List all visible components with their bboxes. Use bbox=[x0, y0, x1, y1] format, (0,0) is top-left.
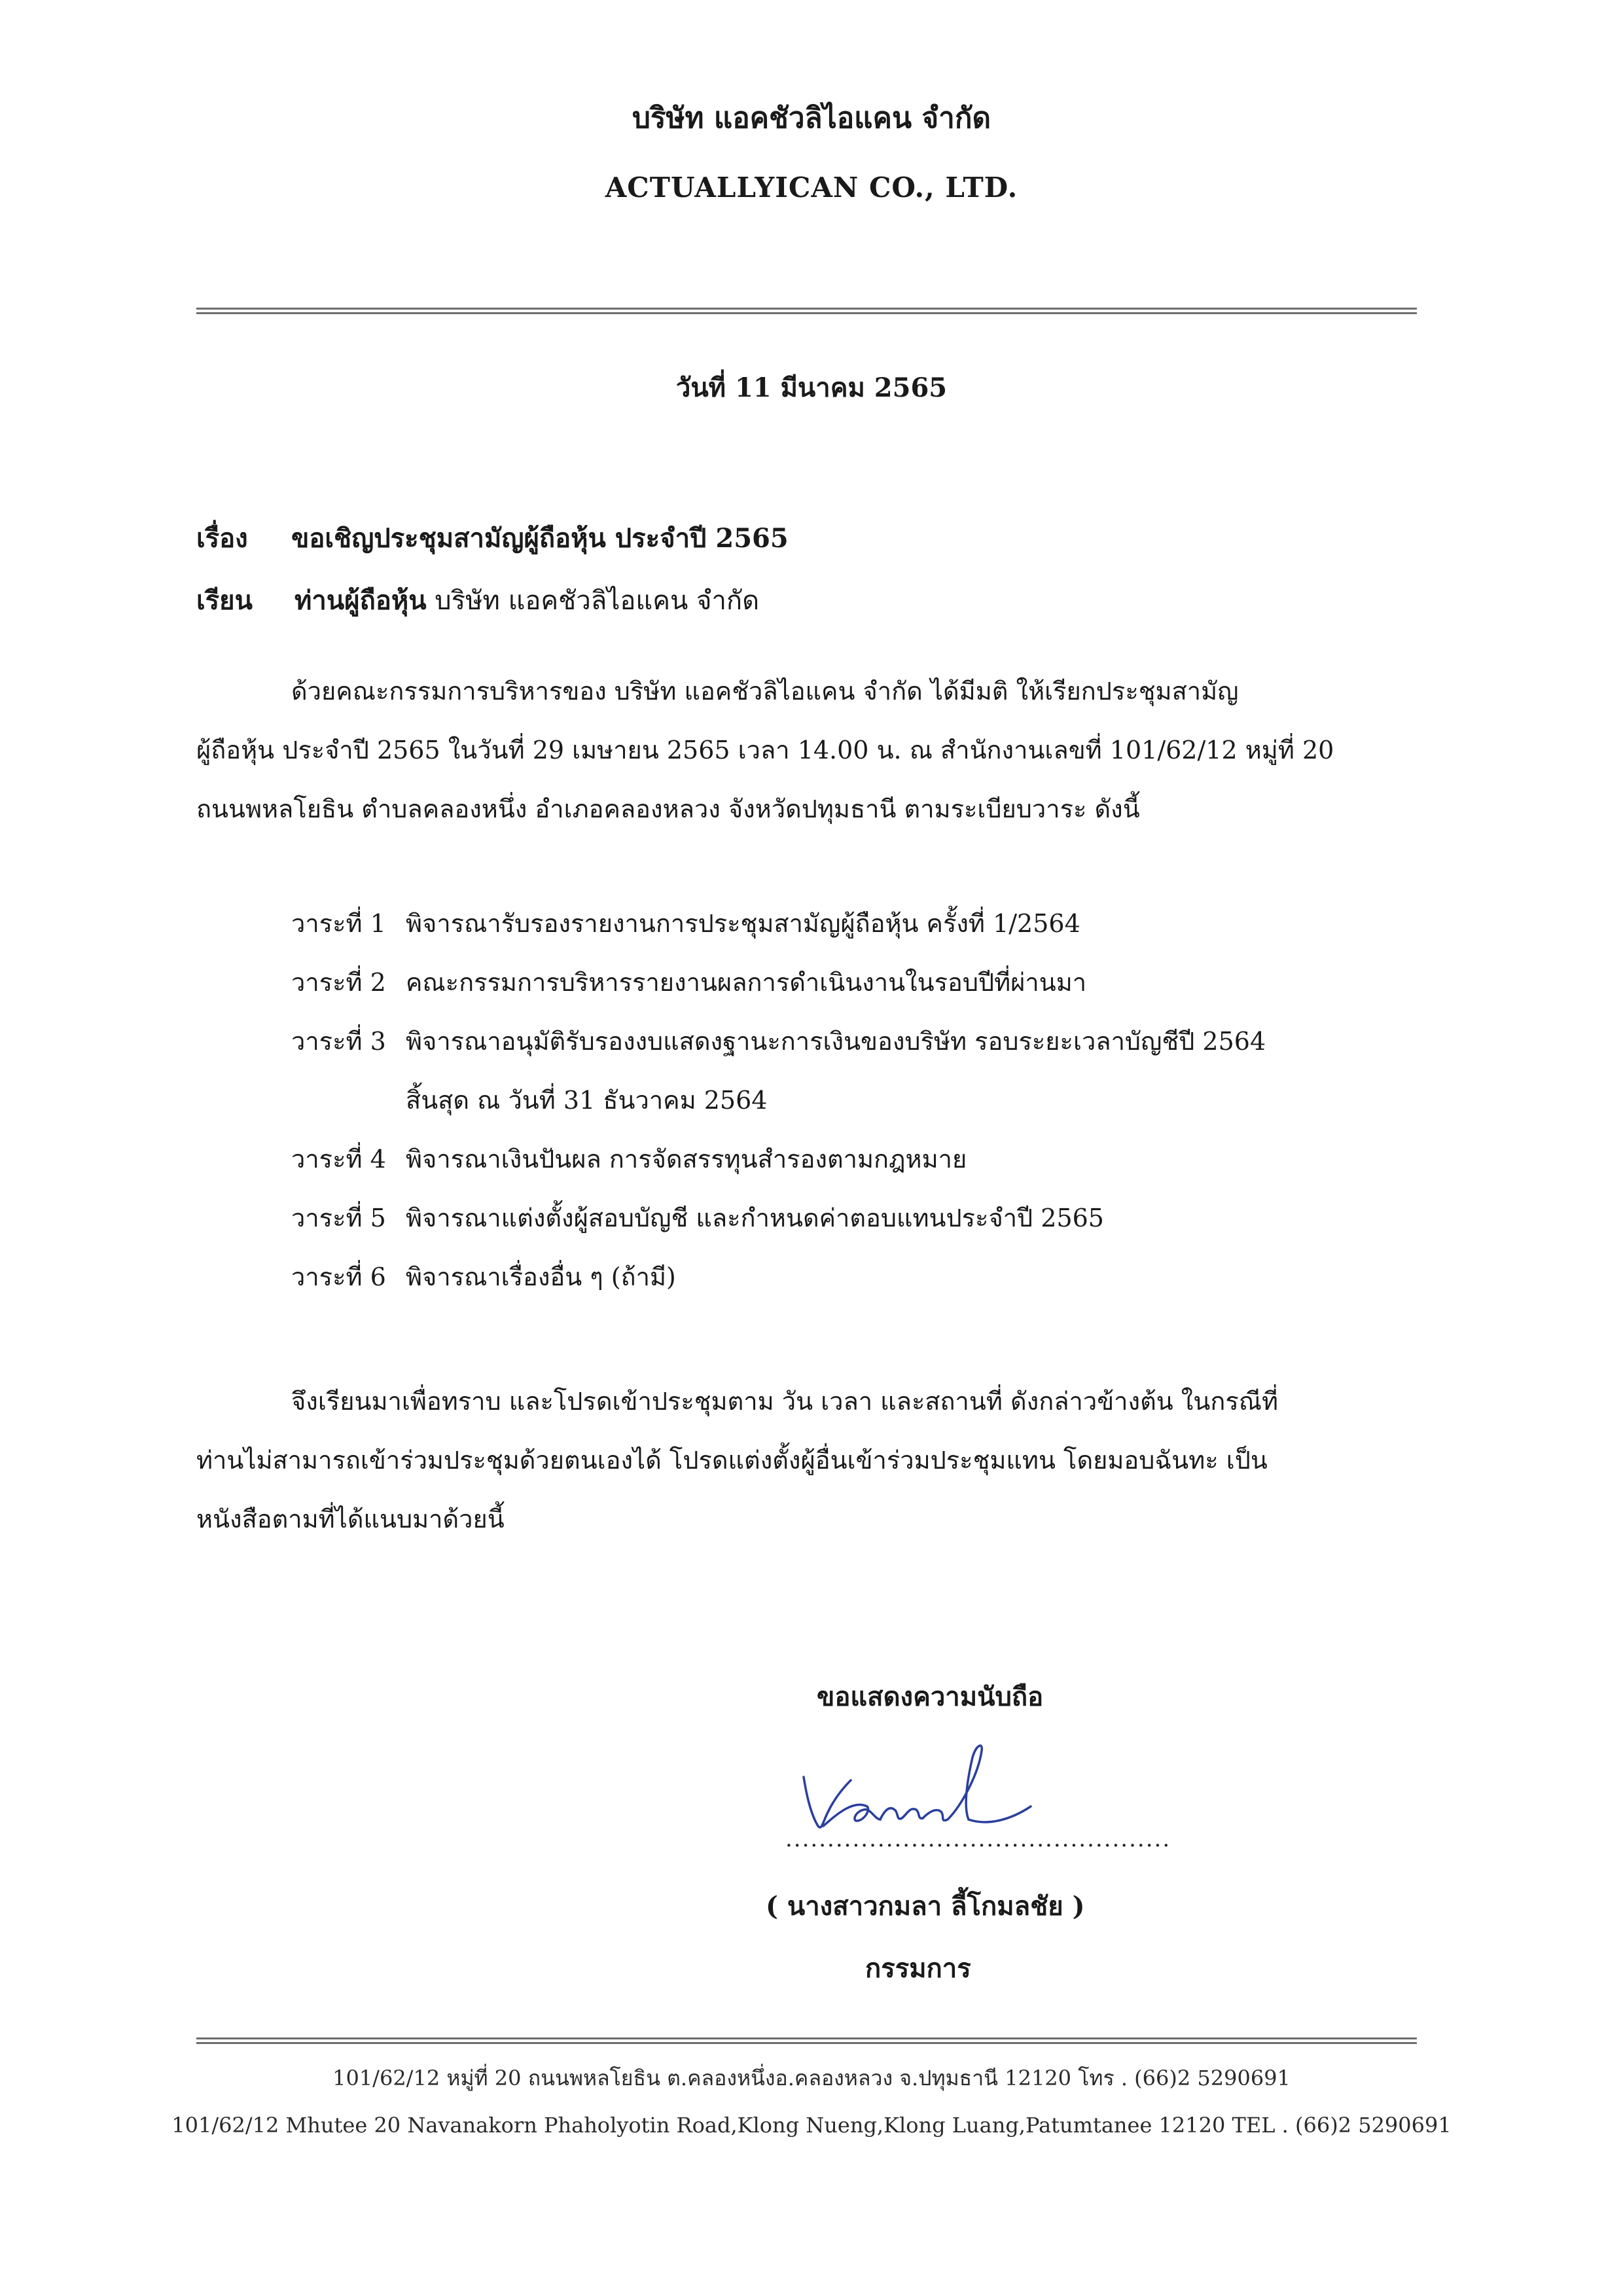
footer-divider bbox=[196, 2037, 1417, 2044]
signature-strokes bbox=[804, 1746, 1031, 1827]
company-name-thai: บริษัท แอคชัวลิไอแคน จำกัด bbox=[632, 101, 991, 135]
agenda-number: วาระที่ 2 bbox=[291, 968, 386, 997]
closing-line-1: จึงเรียนมาเพื่อทราบ และโปรดเข้าประชุมตาม วัน เวลา และสถานที่ ดังกล่าวข้างต้น ในกรณีที่ bbox=[291, 1387, 1279, 1416]
agenda-item-1 bbox=[291, 903, 1080, 943]
signer-name: ( นางสาวกมลา ลี้โกมลชัย ) bbox=[766, 1891, 1085, 1922]
recipient-value bbox=[294, 579, 759, 621]
agenda-text: พิจารณาเรื่องอื่น ๆ (ถ้ามี) bbox=[406, 1263, 676, 1291]
closing-line-2: ท่านไม่สามารถเข้าร่วมประชุมด้วยตนเองได้ โปรดแต่งตั้งผู้อื่นเข้าร่วมประชุมแทน โดยมอบฉันทะ เป็น bbox=[196, 1446, 1268, 1475]
recipient-company: บริษัท แอคชัวลิไอแคน จำกัด bbox=[426, 586, 760, 616]
agenda-item-2 bbox=[291, 962, 1086, 1002]
agenda-item-3-continuation: สิ้นสุด ณ วันที่ 31 ธันวาคม 2564 bbox=[406, 1086, 768, 1115]
signature-dotted-line: .............................................. bbox=[785, 1826, 1171, 1852]
agenda-item-5 bbox=[291, 1198, 1104, 1238]
letter-date: วันที่ 11 มีนาคม 2565 bbox=[675, 372, 948, 403]
subject-value: ขอเชิญประชุมสามัญผู้ถือหุ้น ประจำปี 2565 bbox=[291, 523, 789, 554]
company-name-english: ACTUALLYICAN CO., LTD. bbox=[605, 171, 1018, 204]
agenda-text: คณะกรรมการบริหารรายงานผลการดำเนินงานในรอบปีที่ผ่านมา bbox=[406, 968, 1087, 997]
closing-line-3: หนังสือตามที่ได้แนบมาด้วยนี้ bbox=[196, 1505, 505, 1534]
agenda-number: วาระที่ 6 bbox=[291, 1263, 386, 1291]
signer-position: กรรมการ bbox=[865, 1953, 971, 1984]
agenda-item-3 bbox=[291, 1021, 1266, 1061]
footer-address-english: 101/62/12 Mhutee 20 Navanakorn Phaholyotin Road,Klong Nueng,Klong Luang,Patumtanee 12120 TEL . (66)2 5290691 bbox=[171, 2113, 1452, 2138]
agenda-number: วาระที่ 3 bbox=[291, 1027, 386, 1056]
intro-line-1: ด้วยคณะกรรมการบริหารของ บริษัท แอคชัวลิไอแคน จำกัด ได้มีมติ ให้เรียกประชุมสามัญ bbox=[291, 677, 1239, 706]
agenda-text: พิจารณารับรองรายงานการประชุมสามัญผู้ถือหุ้น ครั้งที่ 1/2564 bbox=[406, 909, 1080, 938]
footer-address-thai: 101/62/12 หมู่ที่ 20 ถนนพหลโยธิน ต.คลองหนึ่งอ.คลองหลวง จ.ปทุมธานี 12120 โทร . (66)2 5290691 bbox=[332, 2066, 1291, 2090]
agenda-text: พิจารณาเงินปันผล การจัดสรรทุนสำรองตามกฎหมาย bbox=[406, 1145, 967, 1174]
agenda-number: วาระที่ 5 bbox=[291, 1204, 386, 1232]
agenda-item-4 bbox=[291, 1139, 967, 1179]
agenda-number: วาระที่ 1 bbox=[291, 909, 386, 938]
recipient-title: ท่านผู้ถือหุ้น bbox=[294, 585, 427, 616]
agenda-number: วาระที่ 4 bbox=[291, 1145, 386, 1174]
header-divider bbox=[196, 308, 1417, 314]
intro-line-2: ผู้ถือหุ้น ประจำปี 2565 ในวันที่ 29 เมษายน 2565 เวลา 14.00 น. ณ สำนักงานเลขที่ 101/62/12 หมู่ที่ 20 bbox=[196, 736, 1334, 764]
agenda-item-6 bbox=[291, 1257, 676, 1297]
closing-regards: ขอแสดงความนับถือ bbox=[817, 1681, 1044, 1712]
recipient-label: เรียน bbox=[196, 585, 253, 616]
subject-label: เรื่อง bbox=[196, 523, 248, 554]
agenda-text: พิจารณาแต่งตั้งผู้สอบบัญชี และกำหนดค่าตอบแทนประจำปี 2565 bbox=[406, 1204, 1104, 1232]
intro-line-3: ถนนพหลโยธิน ตำบลคลองหนึ่ง อำเภอคลองหลวง จังหวัดปทุมธานี ตามระเบียบวาระ ดังนี้ bbox=[196, 795, 1140, 823]
agenda-text: พิจารณาอนุมัติรับรองงบแสดงฐานะการเงินของบริษัท รอบระยะเวลาบัญชีปี 2564 bbox=[406, 1027, 1266, 1056]
